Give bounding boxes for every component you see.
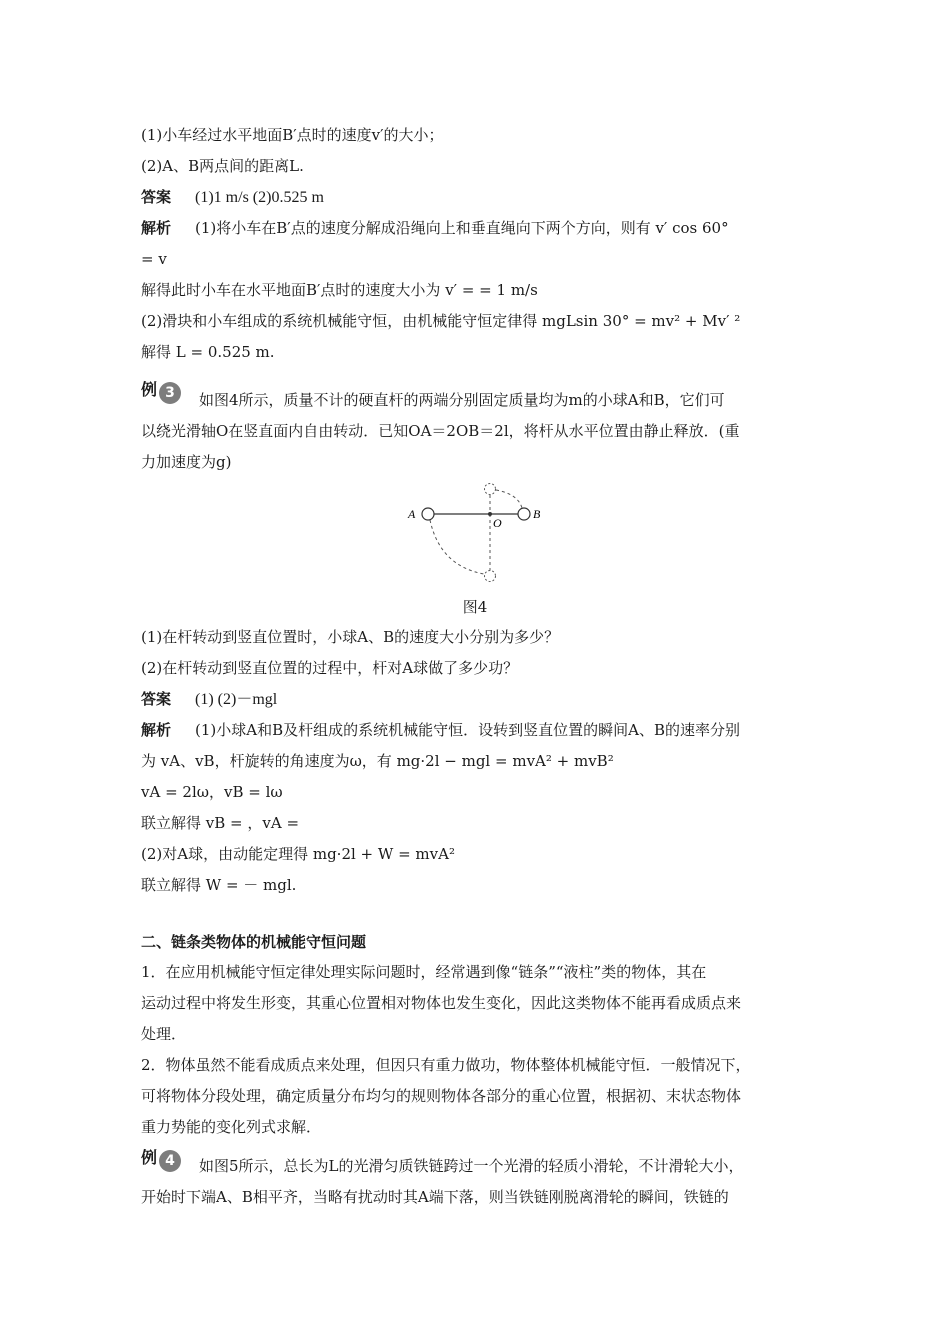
question-2: (2)在杆转动到竖直位置的过程中，杆对A球做了多少功？ [141,659,519,677]
question-2: (2)A、B两点间的距离L. [141,157,304,175]
example-badge-number: 3 [159,382,181,404]
analysis-line-1 [141,720,740,740]
analysis-text: (1)将小车在B′点的速度分解成沿绳向上和垂直绳向下两个方向，则有 v′ cos 60° [195,219,729,237]
example-badge-label: 例 [141,1148,158,1167]
analysis-label: 解析 [141,219,172,237]
pivot-o [488,512,492,516]
analysis-line-2: 为 vA、vB，杆旋转的角速度为ω，有 mg·2l − mgl = mvA² + mvB² [141,752,614,770]
example-badge-number: 4 [159,1150,181,1172]
arc-a [430,520,484,574]
analysis-line-4: 解得 L = 0.525 m. [141,343,275,361]
example-4-badge [141,1145,181,1172]
example-3-text-1: 如图4所示，质量不计的硬直杆的两端分别固定质量均为m的小球A和B，它们可 [199,391,725,409]
answer-label: 答案 [141,188,172,206]
answer-label: 答案 [141,690,172,708]
ball-a-final [485,571,496,582]
paragraph-1-line-1: 1．在应用机械能守恒定律处理实际问题时，经常遇到像“链条”“液柱”类的物体，其在 [141,963,707,981]
analysis-text: (1)小球A和B及杆组成的系统机械能守恒．设转到竖直位置的瞬间A、B的速率分别 [195,721,740,739]
paragraph-1-line-3: 处理． [141,1025,187,1043]
analysis-line-3: (2)滑块和小车组成的系统机械能守恒，由机械能守恒定律得 mgLsin 30° = mv² + Mv′ ² [141,312,741,330]
analysis-line-1 [141,218,729,238]
analysis-line-3: vA = 2lω，vB = lω [141,783,283,801]
example-badge-label: 例 [141,380,158,399]
label-b: B [533,507,541,521]
analysis-line-1b: = v [141,250,167,268]
example-4-text-2: 开始时下端A、B相平齐，当略有扰动时其A端下落，则当铁链刚脱离滑轮的瞬间，铁链的 [141,1188,729,1206]
ball-b [518,508,530,520]
question-1: (1)在杆转动到竖直位置时，小球A、B的速度大小分别为多少？ [141,628,560,646]
section-heading: 二、链条类物体的机械能守恒问题 [141,933,367,951]
label-a: A [408,507,416,521]
answer-line [141,689,277,710]
answer-text: (1)1 m/s (2)0.525 m [195,189,324,206]
arc-b [496,490,522,508]
label-o: O [493,516,502,530]
analysis-line-2: 解得此时小车在水平地面B′点时的速度大小为 v′ = = 1 m/s [141,281,538,299]
example-3-badge [141,377,181,404]
answer-text: (1) (2)－mgl [195,691,278,708]
figure-4-diagram [400,478,550,586]
paragraph-1-line-2: 运动过程中将发生形变，其重心位置相对物体也发生变化，因此这类物体不能再看成质点来 [141,994,742,1012]
analysis-line-4: 联立解得 vB = ，vA = [141,814,300,832]
analysis-label: 解析 [141,721,172,739]
paragraph-2-line-2: 可将物体分段处理，确定质量分布均匀的规则物体各部分的重心位置，根据初、末状态物体 [141,1087,742,1105]
analysis-line-5: (2)对A球，由动能定理得 mg·2l + W = mvA² [141,845,455,863]
ball-b-final [485,484,496,495]
ball-a [422,508,434,520]
question-1: (1)小车经过水平地面B′点时的速度v′的大小； [141,126,444,144]
analysis-line-6: 联立解得 W = － mgl. [141,876,297,894]
example-4-text-1: 如图5所示，总长为L的光滑匀质铁链跨过一个光滑的轻质小滑轮，不计滑轮大小， [199,1157,744,1175]
paragraph-2-line-1: 2．物体虽然不能看成质点来处理，但因只有重力做功，物体整体机械能守恒．一般情况下， [141,1056,751,1074]
example-3-text-3: 力加速度为g) [141,453,232,471]
paragraph-2-line-3: 重力势能的变化列式求解． [141,1118,322,1136]
answer-line [141,187,324,208]
example-3-text-2: 以绕光滑轴O在竖直面内自由转动．已知OA＝2OB＝2l，将杆从水平位置由静止释放．(重 [141,422,740,440]
figure-caption: 图4 [462,598,488,616]
